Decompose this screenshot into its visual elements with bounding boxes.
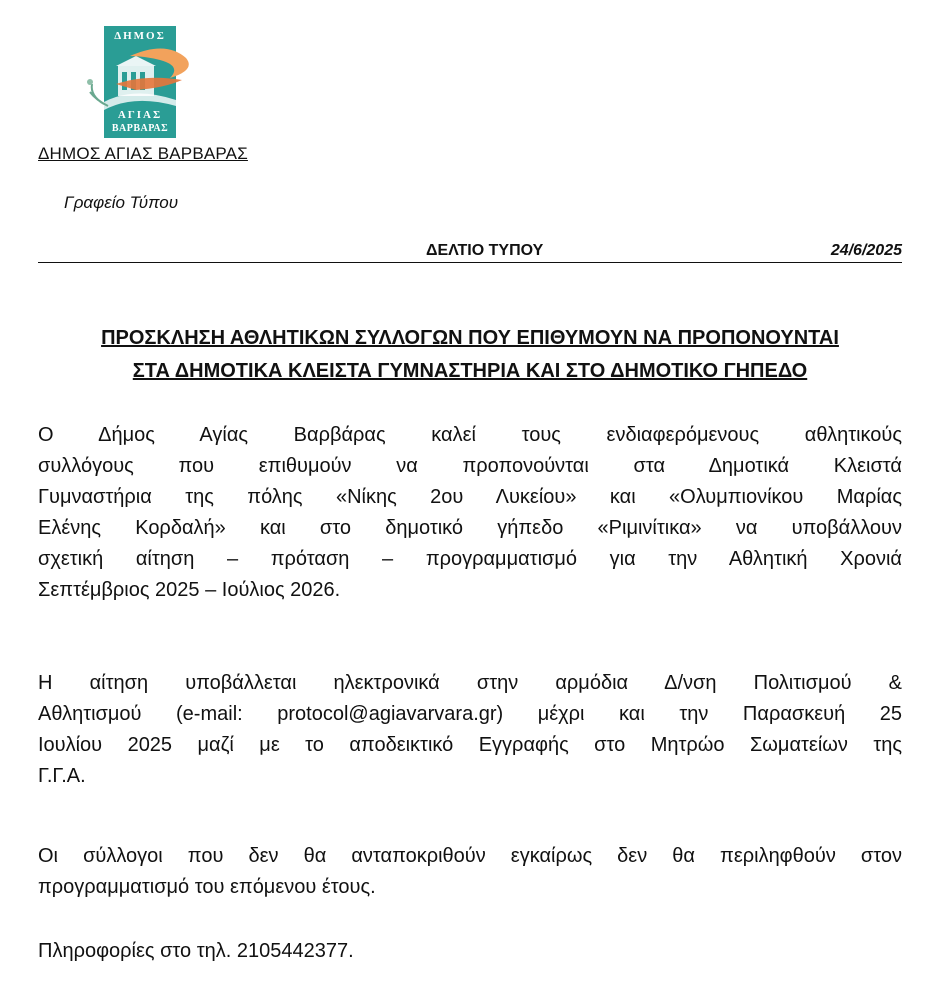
- paragraph-line: Ιουλίου 2025 μαζί με το αποδεικτικό Εγγραφής στο Μητρώο Σωματείων της: [38, 734, 902, 756]
- paragraph-line: Ο Δήμος Αγίας Βαρβάρας καλεί τους ενδιαφερόμενους αθλητικούς: [38, 424, 902, 446]
- document-title-line: ΠΡΟΣΚΛΗΣΗ ΑΘΛΗΤΙΚΩΝ ΣΥΛΛΟΓΩΝ ΠΟΥ ΕΠΙΘΥΜΟΥΝ ΝΑ ΠΡΟΠΟΝΟΥΝΤΑΙ: [101, 327, 839, 349]
- paragraph-line: Γυμναστήρια της πόλης «Νίκης 2ου Λυκείου» και «Ολυμπιονίκου Μαρίας: [38, 486, 902, 508]
- paragraph-submission: [38, 668, 902, 792]
- paragraph-line: προγραμματισμό του επόμενου έτους.: [38, 876, 376, 898]
- paragraph-line: σχετική αίτηση – πρόταση – προγραμματισμό για την Αθλητική Χρονιά: [38, 548, 902, 570]
- paragraph-deadline-note: [38, 841, 902, 903]
- paragraph-line: Γ.Γ.Α.: [38, 765, 86, 787]
- paragraph-contact-info: [38, 936, 902, 967]
- paragraph-line: Οι σύλλογοι που δεν θα ανταποκριθούν εγκαίρως δεν θα περιληφθούν στον: [38, 845, 902, 867]
- paragraph-line: συλλόγους που επιθυμούν να προπονούνται στα Δημοτικά Κλειστά: [38, 455, 902, 477]
- press-release-date: 24/6/2025: [830, 242, 902, 259]
- paragraph-line: Σεπτέμβριος 2025 – Ιούλιος 2026.: [38, 579, 341, 601]
- press-release-header: [38, 240, 902, 263]
- paragraph-line: Πληροφορίες στο τηλ. 2105442377.: [38, 940, 354, 962]
- document-title-line: ΣΤΑ ΔΗΜΟΤΙΚΑ ΚΛΕΙΣΤΑ ΓΥΜΝΑΣΤΗΡΙΑ ΚΑΙ ΣΤΟ ΔΗΜΟΤΙΚΟ ΓΗΠΕΔΟ: [132, 360, 808, 382]
- paragraph-line: Ελένης Κορδαλή» και στο δημοτικό γήπεδο «Ριμινίτικα» να υποβάλλουν: [38, 517, 902, 539]
- logo-bottom-text-1: ΑΓΙΑΣ: [117, 109, 163, 121]
- organization-name: ΔΗΜΟΣ ΑΓΙΑΣ ΒΑΡΒΑΡΑΣ: [38, 144, 248, 163]
- logo-swoosh-graphic: [86, 44, 206, 114]
- logo-top-text: ΔΗΜΟΣ: [114, 30, 166, 42]
- paragraph-line: Αθλητισμού (e-mail: protocol@agiavarvara.gr) μέχρι και την Παρασκευή 25: [38, 703, 902, 725]
- paragraph-invitation: [38, 420, 902, 606]
- press-office-label: Γραφείο Τύπου: [64, 193, 179, 212]
- press-release-title: ΔΕΛΤΙΟ ΤΥΠΟΥ: [426, 242, 544, 259]
- document-title: [38, 322, 902, 388]
- paragraph-line: Η αίτηση υποβάλλεται ηλεκτρονικά στην αρμόδια Δ/νση Πολιτισμού &: [38, 672, 902, 694]
- logo-bottom-text-2: ΒΑΡΒΑΡΑΣ: [111, 123, 169, 134]
